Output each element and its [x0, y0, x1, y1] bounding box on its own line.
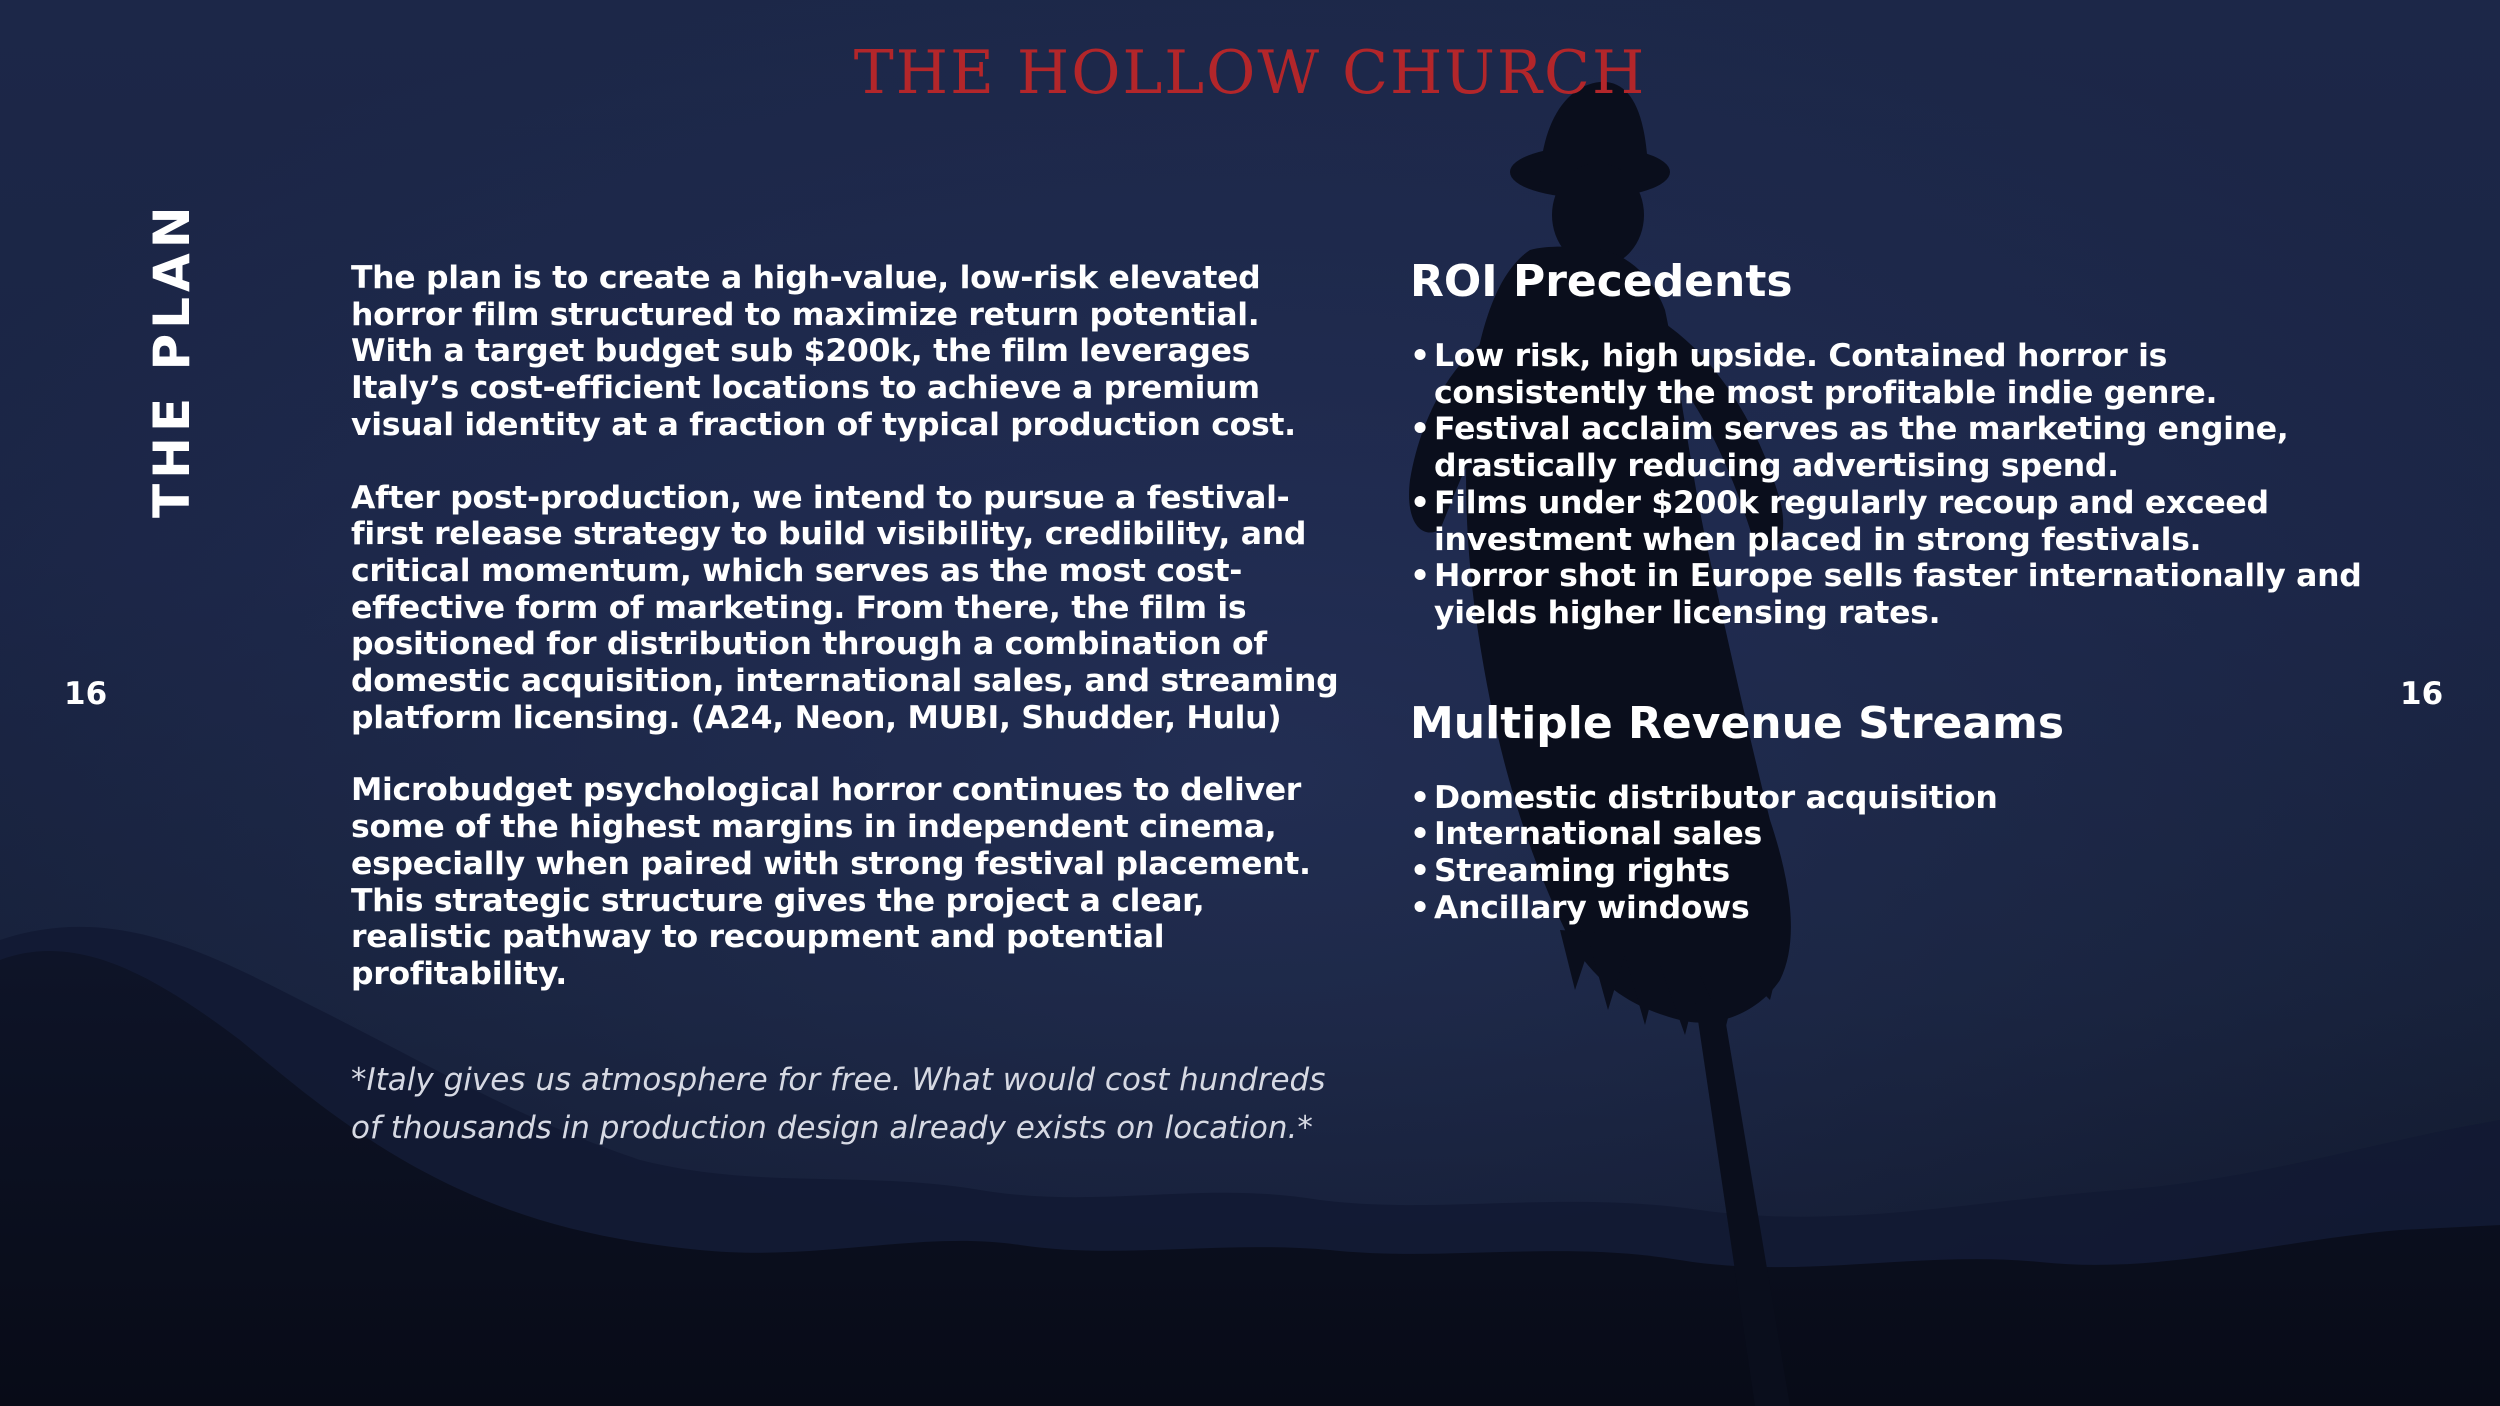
plan-paragraph: Microbudget psychological horror continues to deliver some of the highest margins in independent cinema, especially when paired with strong festival placement. This strategic structure gives the project a clear, realistic pathway to recoupment and potential profitability. [351, 772, 1311, 992]
section-label-text: THE PLAN [143, 201, 201, 518]
section-label [140, 201, 204, 518]
list-item: • Horror shot in Europe sells faster internationally and yields higher licensing rates. [1410, 558, 2370, 631]
page-title: THE HOLLOW CHURCH [853, 38, 1647, 108]
page-number-left: 16 [64, 676, 108, 712]
italy-quote: *Italy gives us atmosphere for free. What would cost hundreds of thousands in production design already exists on location.* [351, 1062, 1326, 1146]
list-item: • Films under $200k regularly recoup and exceed investment when placed in strong festivals. [1410, 485, 2370, 558]
plan-paragraph: After post-production, we intend to pursue a festival-first release strategy to build visibility, credibility, and critical momentum, which serves as the most cost-effective form of marketing. From there, the film is positioned for distribution through a combination of domestic acquisition, international sales, and streaming platform licensing. (A24, Neon, MUBI, Shudder, Hulu) [351, 479, 1339, 736]
revenue-list [1410, 780, 2370, 927]
list-item: • Low risk, high upside. Contained horror is consistently the most profitable indie genre. [1410, 338, 2370, 411]
roi-list [1410, 338, 2370, 632]
roi-heading: ROI Precedents [1410, 256, 1793, 307]
plan-column [351, 260, 1351, 1029]
list-item: • Festival acclaim serves as the marketing engine, drastically reducing advertising spend. [1410, 411, 2370, 484]
roi-column [1410, 252, 2370, 926]
list-item: • Streaming rights [1410, 853, 2370, 890]
revenue-heading: Multiple Revenue Streams [1410, 697, 2065, 749]
plan-paragraph: The plan is to create a high-value, low-risk elevated horror film structured to maximize return potential. With a target budget sub $200k, the film leverages Italy’s cost-efficient locations to achieve a premium visual identity at a fraction of typical production cost. [351, 260, 1296, 443]
page-number-right: 16 [2400, 676, 2444, 712]
list-item: • International sales [1410, 816, 2370, 853]
list-item: • Domestic distributor acquisition [1410, 780, 2370, 817]
list-item: • Ancillary windows [1410, 890, 2370, 927]
